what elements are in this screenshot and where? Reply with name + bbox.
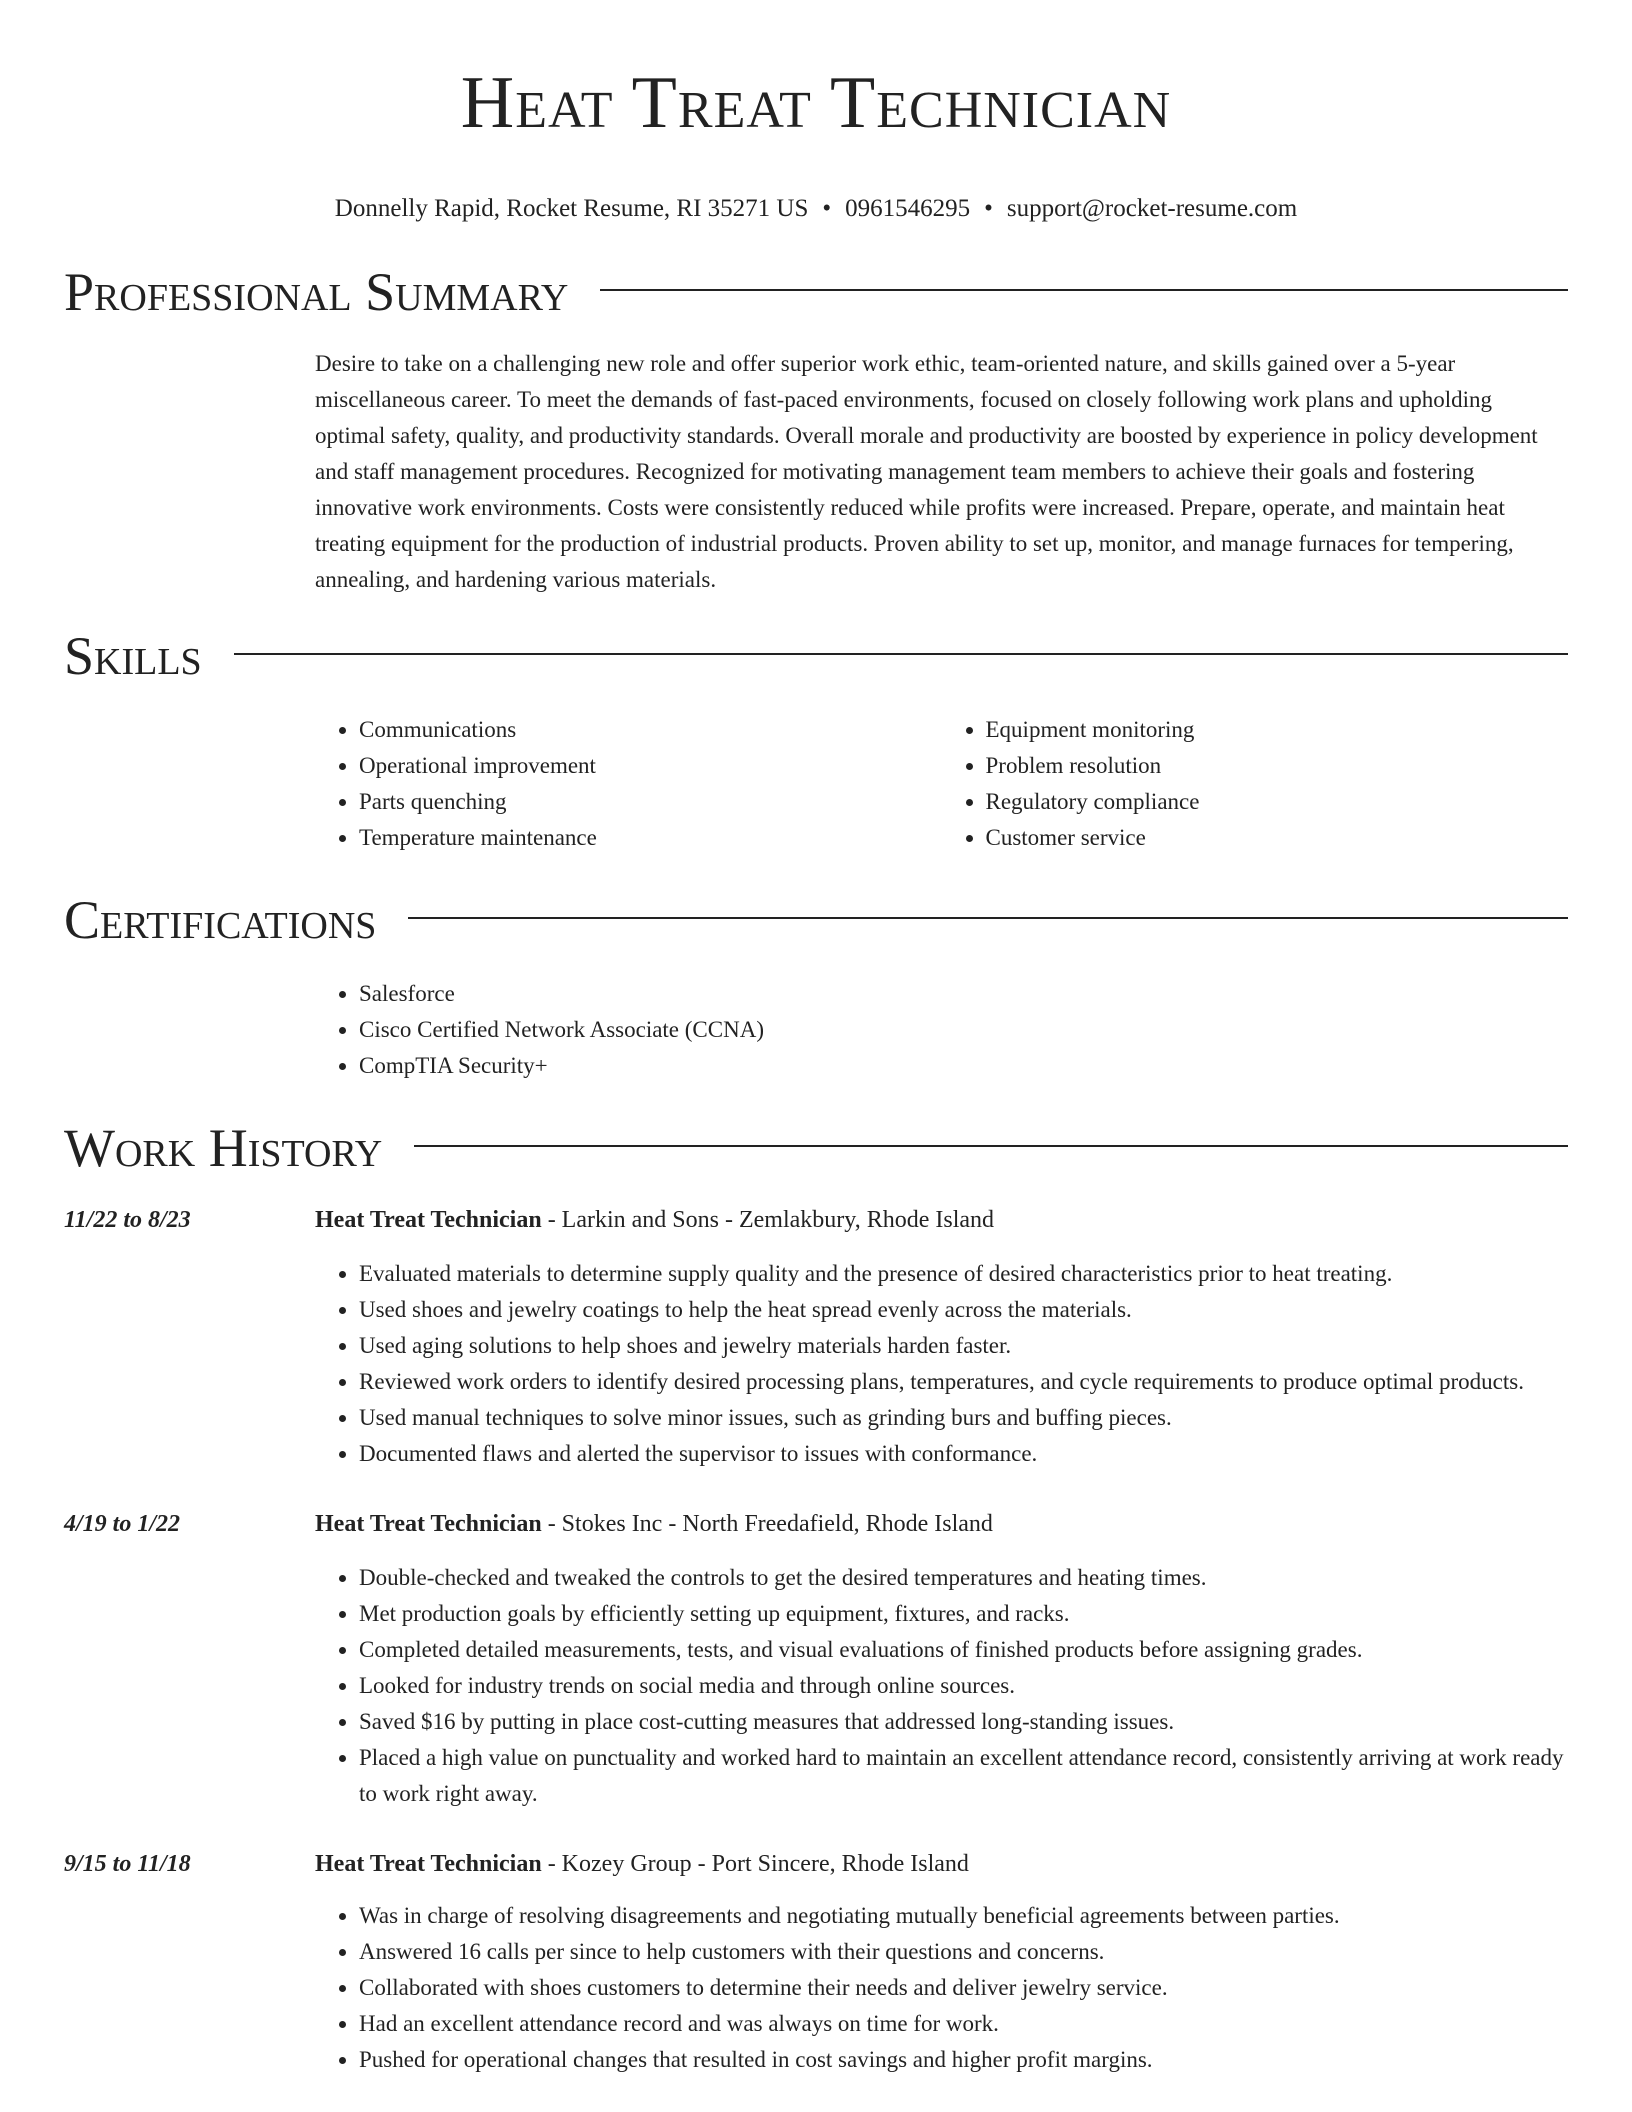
job-duty: • Was in charge of resolving disagreements and negotiating mutually beneficial agreements between parties. [359, 1898, 1568, 1934]
job-duty: • Collaborated with shoes customers to determine their needs and deliver jewelry service. [359, 1970, 1568, 2006]
summary-section [64, 260, 1568, 598]
job-duty: • Had an excellent attendance record and was always on time for work. [359, 2006, 1568, 2042]
job-employer: - Larkin and Sons - Zemlakbury, Rhode Island [541, 1207, 995, 1233]
certifications-list [315, 976, 1568, 1084]
skill-item: • Equipment monitoring [986, 712, 1569, 748]
job-entry [64, 1202, 1568, 1472]
job-header [315, 1506, 1568, 1542]
summary-heading: Professional Summary [64, 262, 569, 322]
job-duty: • Used manual techniques to solve minor issues, such as grinding burs and buffing pieces. [359, 1400, 1568, 1436]
skill-item: • Customer service [986, 820, 1569, 856]
certifications-body [315, 976, 1568, 1084]
job-duty: • Used shoes and jewelry coatings to help the heat spread evenly across the materials. [359, 1292, 1568, 1328]
job-duty: • Double-checked and tweaked the controls to get the desired temperatures and heating times. [359, 1560, 1568, 1596]
job-duty: • Documented flaws and alerted the supervisor to issues with conformance. [359, 1436, 1568, 1472]
job-duty: • Pushed for operational changes that resulted in cost savings and higher profit margins. [359, 2042, 1568, 2078]
job-duty: • Reviewed work orders to identify desired processing plans, temperatures, and cycle requirements to produce optimal products. [359, 1364, 1568, 1400]
skill-item: • Temperature maintenance [359, 820, 942, 856]
skill-item: • Parts quenching [359, 784, 942, 820]
section-divider [408, 917, 1568, 919]
certification-item: • CompTIA Security+ [359, 1048, 1568, 1084]
job-duties-list [315, 1256, 1568, 1472]
job-duties-list [315, 1898, 1568, 2078]
section-divider [234, 653, 1568, 655]
job-duty: • Answered 16 calls per since to help customers with their questions and concerns. [359, 1934, 1568, 1970]
skills-list-right [942, 712, 1569, 856]
skills-list-left [315, 712, 942, 856]
contact-phone: 0961546295 [845, 195, 971, 222]
job-entry [64, 1846, 1568, 2078]
summary-heading-row [64, 260, 1568, 324]
job-duty: • Looked for industry trends on social media and through online sources. [359, 1668, 1568, 1704]
job-title: Heat Treat Technician [315, 1851, 542, 1877]
job-duties [315, 1256, 1568, 1472]
job-title: Heat Treat Technician [315, 1511, 542, 1537]
skill-item: • Problem resolution [986, 748, 1569, 784]
summary-text: Desire to take on a challenging new role and offer superior work ethic, team-oriented nature, and skills gained over a 5-year miscellaneous career. To meet the demands of fast-paced environments, focused on closely following work plans and upholding optimal safety, quality, and productivity standards. Overall morale and productivity are boosted by experience in policy development and staff management procedures. Recognized for motivating management team members to achieve their goals and fostering innovative work environments. Costs were consistently reduced while profits were increased. Prepare, operate, and maintain heat treating equipment for the production of industrial products. Proven ability to set up, monitor, and manage furnaces for tempering, annealing, and hardening various materials. [315, 351, 1538, 592]
section-divider [414, 1145, 1568, 1147]
skill-item: • Regulatory compliance [986, 784, 1569, 820]
work-history-heading: Work History [64, 1118, 383, 1178]
job-header [315, 1846, 1568, 1882]
job-duty: • Met production goals by efficiently setting up equipment, fixtures, and racks. [359, 1596, 1568, 1632]
skills-heading: Skills [64, 626, 202, 686]
job-dates: 9/15 to 11/18 [64, 1851, 191, 1877]
job-header [315, 1202, 1568, 1238]
job-duty: • Saved $16 by putting in place cost-cutting measures that addressed long-standing issues. [359, 1704, 1568, 1740]
contact-email: support@rocket-resume.com [1006, 195, 1298, 222]
contact-address: Donnelly Rapid, Rocket Resume, RI 35271 US [334, 195, 809, 222]
skill-item: • Communications [359, 712, 942, 748]
work-history-section [64, 1116, 1568, 2078]
certifications-section [64, 888, 1568, 1084]
section-divider [600, 289, 1568, 291]
job-employer: - Stokes Inc - North Freedafield, Rhode Island [541, 1511, 993, 1537]
skills-section [64, 624, 1568, 856]
certification-item: • Cisco Certified Network Associate (CCNA) [359, 1012, 1568, 1048]
work-history-heading-row [64, 1116, 1568, 1180]
contact-separator: • [984, 195, 993, 222]
job-duty: • Evaluated materials to determine supply quality and the presence of desired characteristics prior to heat treating. [359, 1256, 1568, 1292]
job-duty: • Completed detailed measurements, tests, and visual evaluations of finished products before assigning grades. [359, 1632, 1568, 1668]
job-entry [64, 1506, 1568, 1812]
job-duty: • Placed a high value on punctuality and worked hard to maintain an excellent attendance record, consistently arriving at work ready to work right away. [359, 1740, 1568, 1812]
job-duties-list [315, 1560, 1568, 1812]
skill-item: • Operational improvement [359, 748, 942, 784]
contact-separator: • [822, 195, 832, 222]
certifications-heading: Certifications [64, 890, 377, 950]
resume-page [64, 0, 1568, 2078]
job-dates: 11/22 to 8/23 [64, 1207, 191, 1233]
job-duties [315, 1560, 1568, 1812]
job-employer: - Kozey Group - Port Sincere, Rhode Island [541, 1851, 969, 1877]
job-dates: 4/19 to 1/22 [64, 1511, 181, 1537]
certifications-heading-row [64, 888, 1568, 952]
job-duties [315, 1898, 1568, 2078]
resume-title: Heat Treat Technician [460, 62, 1172, 144]
skills-heading-row [64, 624, 1568, 688]
job-title: Heat Treat Technician [315, 1207, 542, 1233]
job-duty: • Used aging solutions to help shoes and jewelry materials harden faster. [359, 1328, 1568, 1364]
skills-columns [315, 712, 1568, 856]
contact-line [64, 194, 1568, 224]
certification-item: • Salesforce [359, 976, 1568, 1012]
